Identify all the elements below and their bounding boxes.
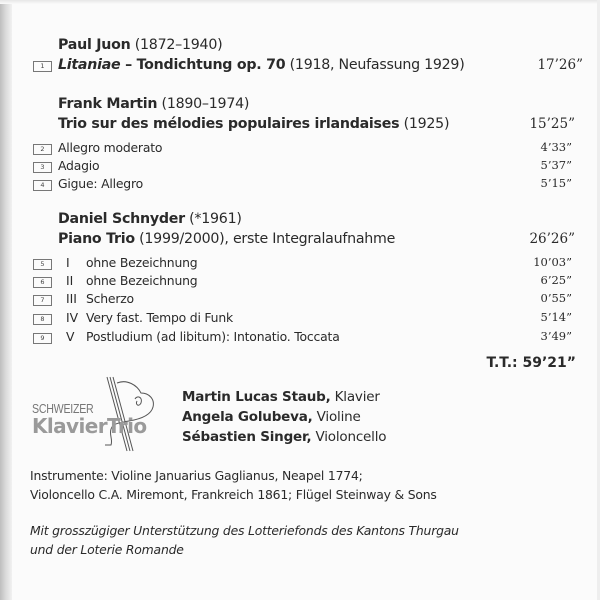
performer-name: Angela Golubeva, [182, 409, 313, 425]
movement-numeral: II [66, 273, 74, 288]
movement-name: Adagio [58, 158, 100, 173]
track-number-box: 5 [33, 259, 52, 270]
performer [182, 389, 380, 405]
movement-duration: 3’49” [540, 329, 572, 343]
instruments-note-line: Violoncello C.A. Miremont, Frankreich 1861; Flügel Steinway & Sons [30, 487, 437, 502]
page-top-edge [0, 0, 600, 4]
composer-dates: (*1961) [189, 211, 242, 227]
track-number-box: 7 [33, 295, 52, 306]
movement-duration: 0’55” [540, 291, 572, 305]
logo-text-schweizer: SCHWEIZER [32, 402, 94, 416]
total-time: T.T.: 59’21” [486, 355, 576, 371]
track-number-box: 8 [33, 314, 52, 325]
movement-duration: 5’14” [540, 310, 572, 324]
movement-numeral: III [66, 291, 77, 306]
movement-numeral: IV [66, 310, 79, 325]
work-title: Trio sur des mélodies populaires irlandaises [58, 116, 400, 132]
work-title: – Tondichtung op. 70 [120, 57, 286, 73]
composer-dates: (1872–1940) [134, 37, 223, 53]
movement-numeral: I [66, 255, 70, 270]
work-title-tail: (1918, Neufassung 1929) [285, 57, 465, 73]
work-duration: 17’26” [537, 57, 583, 73]
performer-instrument: Klavier [330, 389, 380, 405]
work-title: Piano Trio [58, 231, 135, 247]
track-number-box: 2 [33, 144, 52, 155]
track-number-box: 6 [33, 277, 52, 288]
movement-name: ohne Bezeichnung [86, 273, 198, 288]
track-number-box: 4 [33, 180, 52, 191]
work-title-tail: (1999/2000), erste Integralaufnahme [134, 231, 396, 247]
performer [182, 409, 361, 425]
movement-name: Scherzo [86, 291, 134, 306]
support-note-line: und der Loterie Romande [30, 542, 184, 557]
track-number-box: 1 [33, 61, 52, 72]
composer-name: Frank Martin [58, 96, 158, 112]
movement-name: Gigue: Allegro [58, 176, 143, 191]
movement-duration: 6’25” [540, 273, 572, 287]
movement-duration: 4’33” [540, 140, 572, 154]
support-note-line: Mit grosszügiger Unterstützung des Lotteriefonds des Kantons Thurgau [30, 523, 459, 538]
booklet-spine-shadow [0, 0, 12, 600]
movement-duration: 10’03” [533, 255, 572, 269]
performer [182, 429, 386, 445]
movement-name: Allegro moderato [58, 140, 163, 155]
movement-name: Postludium (ad libitum): Intonatio. Toccata [86, 329, 340, 344]
movement-duration: 5’15” [540, 176, 572, 190]
movement-duration: 5’37” [540, 158, 572, 172]
movement-numeral: V [66, 329, 75, 344]
movement-name: Very fast. Tempo di Funk [86, 310, 233, 325]
logo-text-klaviertrio: KlavierTrio [32, 414, 147, 438]
composer-name: Paul Juon [58, 37, 131, 53]
work-title-italic: Litaniae [58, 57, 121, 73]
performer-instrument: Violine [312, 409, 361, 425]
composer-dates: (1890–1974) [161, 96, 250, 112]
track-number-box: 9 [33, 333, 52, 344]
track-number-box: 3 [33, 162, 52, 173]
performer-instrument: Violoncello [311, 429, 387, 445]
work-duration: 15’25” [529, 116, 575, 132]
work-duration: 26’26” [529, 231, 575, 247]
movement-name: ohne Bezeichnung [86, 255, 198, 270]
composer-name: Daniel Schnyder [58, 211, 185, 227]
performer-name: Martin Lucas Staub, [182, 389, 331, 405]
work-title-tail: (1925) [399, 116, 450, 132]
instruments-note-line: Instrumente: Violine Januarius Gaglianus, Neapel 1774; [30, 468, 363, 483]
schweizer-klaviertrio-logo [32, 375, 182, 453]
performer-name: Sébastien Singer, [182, 429, 312, 445]
